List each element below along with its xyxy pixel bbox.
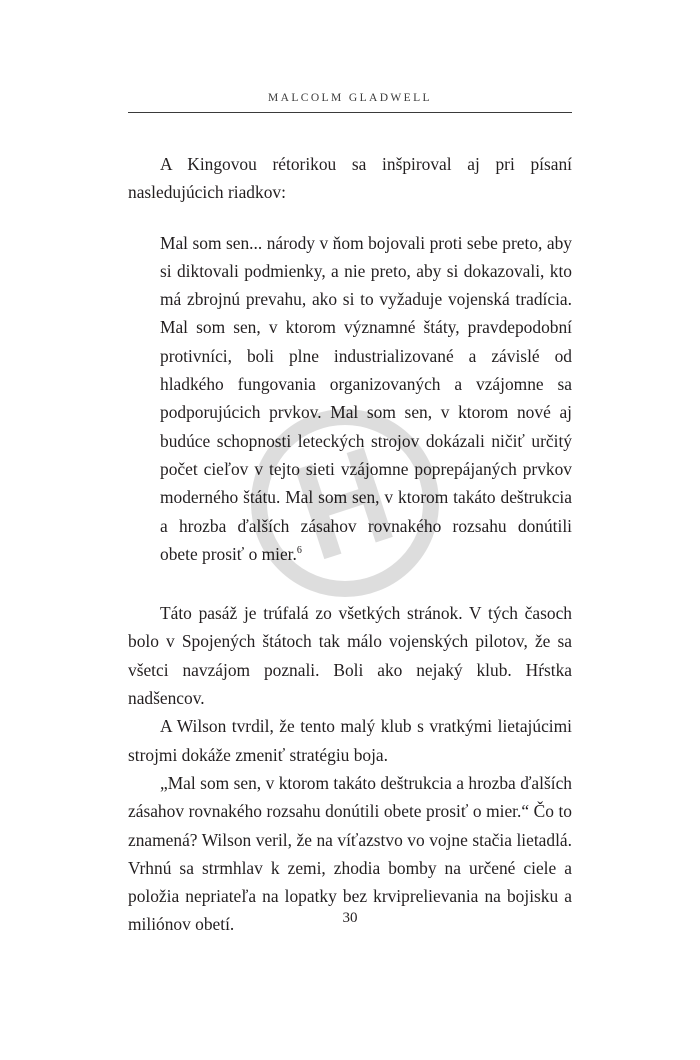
paragraph-3: A Wilson tvrdil, že tento malý klub s vratkými lietajúcimi strojmi dokáže zmeniť stratégiu boja. xyxy=(128,716,572,765)
block-quote-text: Mal som sen... národy v ňom bojovali proti sebe preto, aby si diktovali podmienky, a nie preto, aby si dokazovali, kto má zbrojnú prevahu, ako si to vyžaduje vojenská tradícia. Mal som sen, v ktorom významné štáty, pravdepodobní protivníci, boli plne industrializované a závislé od hladkého fungovania organizovaných a vzájomne sa podporujúcich prvkov. Mal som sen, v ktorom nové aj budúce schopnosti leteckých strojov dokázali ničiť určitý počet cieľov v tejto sieti vzájomne poprepájaných prvkov moderného štátu. Mal som sen, v ktorom takáto deštrukcia a hrozba ďalších zásahov rovnakého rozsahu donútili obete prosiť o mier. xyxy=(160,232,572,564)
page-body xyxy=(128,150,572,939)
page-number: 30 xyxy=(342,910,358,926)
paragraph-2: Táto pasáž je trúfalá zo všetkých stránok. V tých časoch bolo v Spojených štátoch tak málo vojenských pilotov, že sa všetci navzájom poznali. Boli ako nejaký klub. Hŕstka nadšencov. xyxy=(128,603,572,709)
block-quote xyxy=(160,229,572,569)
header-rule xyxy=(128,112,572,113)
paragraph-4: „Mal som sen, v ktorom takáto deštrukcia a hrozba ďalších zásahov rovnakého rozsahu donútili obete prosiť o mier.“ Čo to znamená? Wilson veril, že na víťazstvo vo vojne stačia lietadlá. Vrhnú sa strmhlav k zemi, zhodia bomby na určené ciele a položia nepriateľa na lopatky bez krviprelievania na bojisku a miliónov obetí. xyxy=(128,772,572,935)
footnote-marker: 6 xyxy=(296,544,302,556)
intro-paragraph: A Kingovou rétorikou sa inšpiroval aj pri písaní nasledujúcich riadkov: xyxy=(128,154,572,203)
running-head: MALCOLM GLADWELL xyxy=(268,92,432,104)
